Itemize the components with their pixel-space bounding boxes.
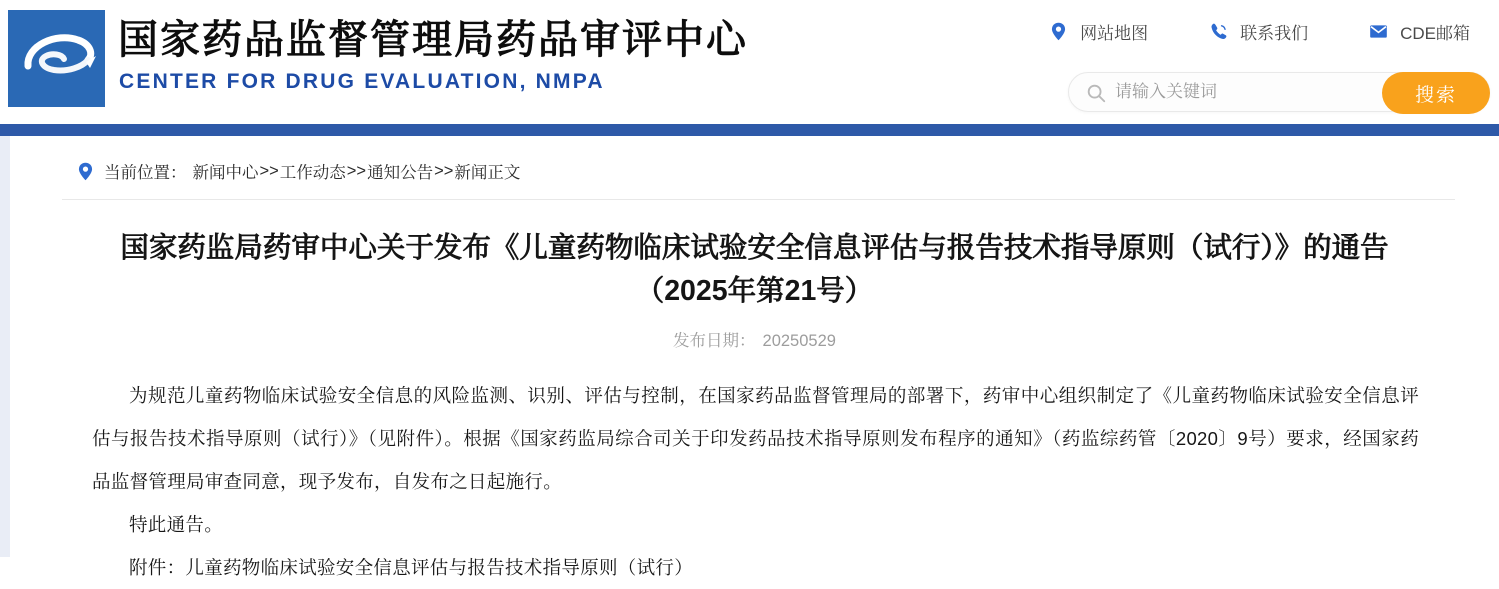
search-icon bbox=[1085, 82, 1107, 104]
cde-logo[interactable] bbox=[8, 10, 105, 107]
site-title-en: CENTER FOR DRUG EVALUATION, NMPA bbox=[119, 70, 605, 93]
location-pin-icon bbox=[75, 161, 92, 182]
quick-link-sitemap[interactable] bbox=[1048, 19, 1148, 44]
breadcrumb bbox=[62, 136, 1455, 200]
article-page bbox=[10, 136, 1499, 578]
phone-icon bbox=[1208, 21, 1229, 42]
publish-date-value: 20250529 bbox=[762, 332, 836, 350]
breadcrumb-item-work-trends[interactable]: 工作动态 bbox=[279, 164, 346, 182]
breadcrumb-separator: >> bbox=[434, 161, 454, 180]
search-input[interactable] bbox=[1115, 73, 1375, 111]
search-button[interactable]: 搜索 bbox=[1382, 72, 1490, 114]
breadcrumb-item-news-center[interactable]: 新闻中心 bbox=[192, 164, 259, 182]
quick-link-cde-mail[interactable] bbox=[1368, 19, 1470, 44]
article-paragraph: 为规范儿童药物临床试验安全信息的风险监测、识别、评估与控制，在国家药品监督管理局的部署下，药审中心组织制定了《儿童药物临床试验安全信息评估与报告技术指导原则（试行）》（见附件）。根据《国家药监局综合司关于印发药品技术指导原则发布程序的通知》（药监综药管〔2020〕9号）要求，经国家药品监督管理局审查同意，现予发布，自发布之日起施行。 bbox=[92, 385, 1419, 492]
article-title: 国家药监局药审中心关于发布《儿童药物临床试验安全信息评估与报告技术指导原则（试行）》的通告（2025年第21号） bbox=[120, 232, 1389, 307]
quick-link-contact[interactable] bbox=[1208, 19, 1308, 44]
article-paragraph: 特此通告。 bbox=[129, 514, 224, 535]
map-pin-icon bbox=[1048, 21, 1069, 42]
envelope-icon bbox=[1368, 21, 1389, 42]
header-quick-links bbox=[1048, 19, 1470, 44]
quick-link-label: CDE邮箱 bbox=[1400, 24, 1470, 43]
breadcrumb-separator: >> bbox=[346, 161, 367, 180]
page-background-strip bbox=[0, 136, 10, 557]
attachment-link[interactable]: 附件：儿童药物临床试验安全信息评估与报告技术指导原则（试行） bbox=[129, 557, 694, 578]
breadcrumb-item-article[interactable]: 新闻正文 bbox=[454, 164, 521, 182]
publish-date-label: 发布日期： bbox=[673, 332, 756, 350]
publish-date bbox=[10, 327, 1499, 351]
quick-link-label: 网站地图 bbox=[1080, 24, 1149, 43]
site-header bbox=[0, 0, 1499, 124]
breadcrumb-item-notices[interactable]: 通知公告 bbox=[367, 164, 434, 182]
accent-bar bbox=[0, 124, 1499, 136]
cde-logo-swoosh-icon bbox=[8, 10, 105, 107]
breadcrumb-label: 当前位置： bbox=[104, 164, 187, 182]
site-title-zh: 国家药品监督管理局药品审评中心 bbox=[118, 18, 748, 62]
article-body bbox=[92, 374, 1419, 589]
search-bar bbox=[1068, 72, 1490, 112]
quick-link-label: 联系我们 bbox=[1240, 24, 1309, 43]
breadcrumb-separator: >> bbox=[259, 161, 279, 180]
